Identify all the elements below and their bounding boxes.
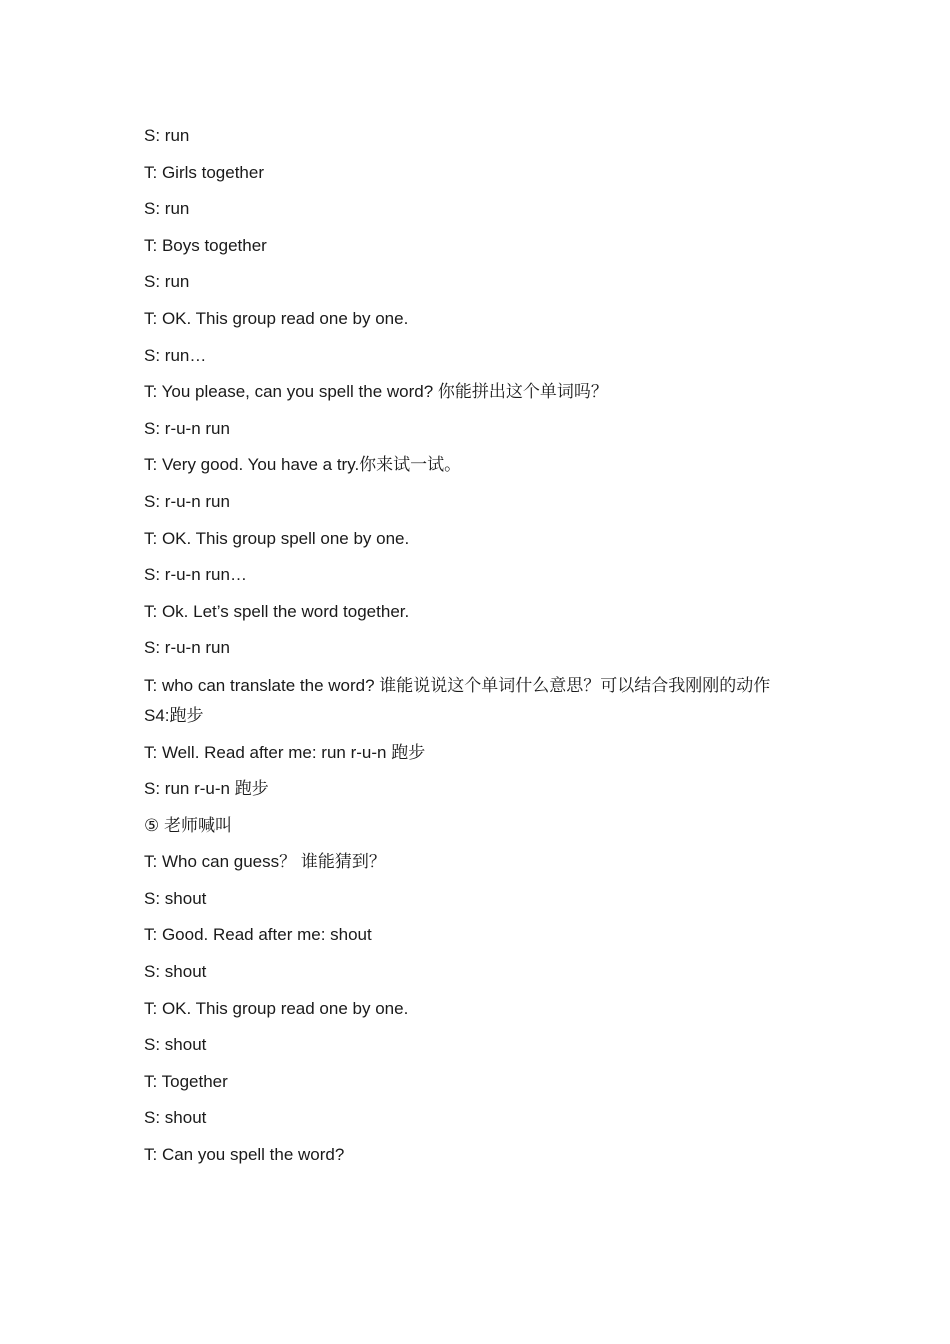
- dialogue-line: S: shout: [144, 1035, 207, 1055]
- dialogue-line: S: run: [144, 272, 190, 292]
- dialogue-line: T: You please, can you spell the word? 你能拼出这个单词吗？: [144, 382, 608, 402]
- dialogue-line: T: Good. Read after me: shout: [144, 925, 372, 945]
- dialogue-line: S: r-u-n run: [144, 491, 230, 511]
- dialogue-line: T: Ok. Let’s spell the word together.: [144, 601, 410, 621]
- dialogue-line: T: Very good. You have a try.你来试一试。: [144, 455, 462, 475]
- dialogue-transcript: [144, 124, 824, 1180]
- dialogue-line: S: shout: [144, 1108, 207, 1128]
- section-heading: ⑤ 老师喊叫: [144, 815, 232, 835]
- dialogue-line: S: run r-u-n 跑步: [144, 779, 269, 799]
- dialogue-line: S: r-u-n run: [144, 638, 230, 658]
- dialogue-line: S: r-u-n run: [144, 418, 230, 438]
- dialogue-line: T: Well. Read after me: run r-u-n 跑步: [144, 742, 426, 762]
- dialogue-line: S: run…: [144, 345, 207, 365]
- dialogue-line: T: Girls together: [144, 162, 264, 182]
- dialogue-line: T: OK. This group read one by one.: [144, 998, 409, 1018]
- dialogue-line: T: Can you spell the word?: [144, 1145, 345, 1165]
- dialogue-line: S: run: [144, 199, 190, 219]
- dialogue-line: S: run: [144, 126, 190, 145]
- dialogue-line: S: r-u-n run…: [144, 565, 247, 585]
- dialogue-line: T: OK. This group spell one by one.: [144, 528, 410, 548]
- dialogue-line: T: Together: [144, 1071, 228, 1091]
- dialogue-line: S: shout: [144, 888, 207, 908]
- dialogue-line: S4:跑步: [144, 705, 204, 725]
- dialogue-line: T: OK. This group read one by one.: [144, 308, 409, 328]
- dialogue-line: T: Who can guess？ 谁能猜到？: [144, 852, 386, 872]
- dialogue-line: S: shout: [144, 962, 207, 982]
- dialogue-line: T: Boys together: [144, 235, 267, 255]
- dialogue-line: T: who can translate the word? 谁能说说这个单词什么意思？可以结合我刚刚的动作: [144, 675, 771, 695]
